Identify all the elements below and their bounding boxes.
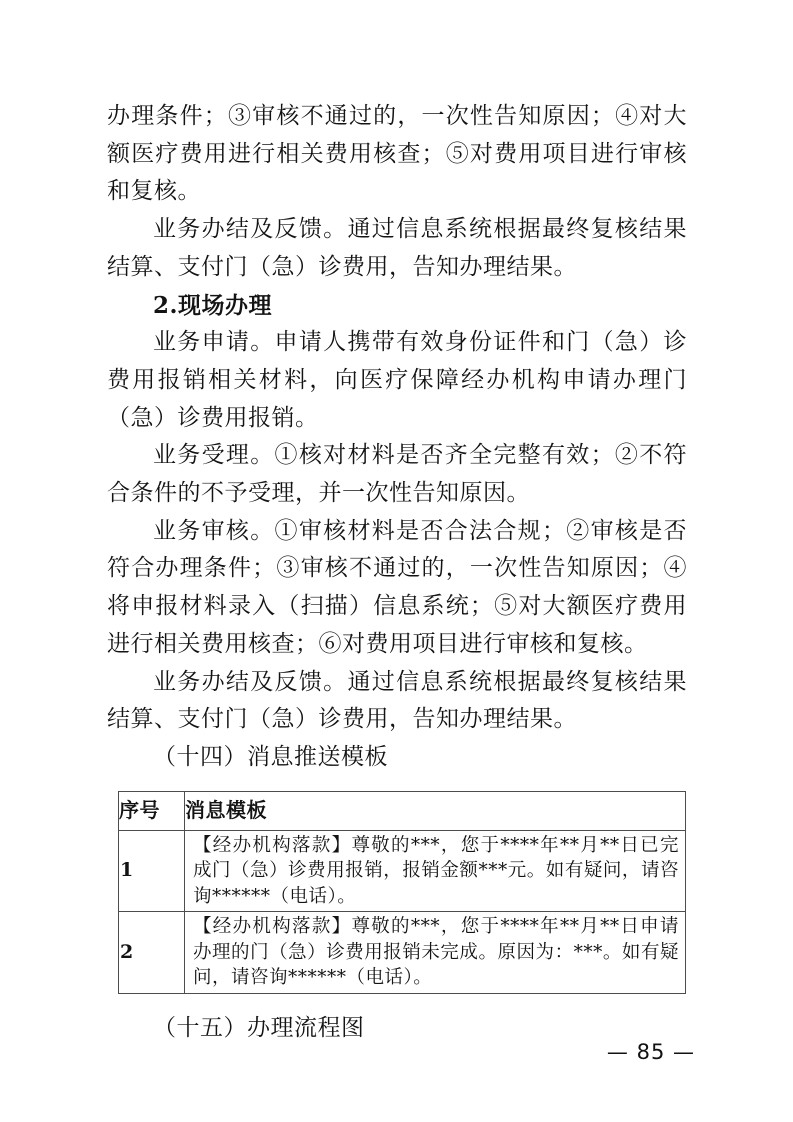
message-template-cell: 【经办机构落款】尊敬的***，您于****年**月**日申请办理的门（急）诊费用报销未完成。原因为：***。如有疑问，请咨询******（电话）。 bbox=[185, 912, 686, 994]
heading-section-15: （十五）办理流程图 bbox=[153, 1014, 365, 1041]
page-content bbox=[107, 98, 687, 1047]
paragraph-business-completion-2: 业务办结及反馈。通过信息系统根据最终复核结果结算、支付门（急）诊费用，告知办理结果。 bbox=[107, 668, 687, 733]
table-row bbox=[119, 912, 686, 994]
message-template-cell: 【经办机构落款】尊敬的***，您于****年**月**日已完成门（急）诊费用报销，报销金额***元。如有疑问，请咨询******（电话）。 bbox=[185, 830, 686, 912]
table-header-row bbox=[119, 791, 686, 830]
table-row bbox=[119, 830, 686, 912]
page-number: — 85 — bbox=[606, 1040, 695, 1064]
heading-onsite-processing: 2.现场办理 bbox=[153, 291, 273, 319]
paragraph-business-completion-1: 业务办结及反馈。通过信息系统根据最终复核结果结算、支付门（急）诊费用，告知办理结果。 bbox=[107, 216, 687, 280]
paragraph-business-acceptance: 业务受理。①核对材料是否齐全完整有效；②不符合条件的不予受理，并一次性告知原因。 bbox=[107, 442, 687, 507]
paragraph-continuation: 办理条件；③审核不通过的，一次性告知原因；④对大额医疗费用进行相关费用核查；⑤对费用项目进行审核和复核。 bbox=[107, 103, 687, 205]
row-number-cell: 1 bbox=[119, 830, 185, 912]
message-template-table bbox=[118, 791, 686, 994]
paragraph-business-application: 业务申请。申请人携带有效身份证件和门（急）诊费用报销相关材料，向医疗保障经办机构申请办理门（急）诊费用报销。 bbox=[107, 329, 687, 431]
table-header-number: 序号 bbox=[119, 791, 185, 830]
heading-section-14: （十四）消息推送模板 bbox=[153, 743, 388, 770]
table-header-template: 消息模板 bbox=[185, 791, 686, 830]
row-number-cell: 2 bbox=[119, 912, 185, 994]
paragraph-business-review: 业务审核。①审核材料是否合法合规；②审核是否符合办理条件；③审核不通过的，一次性告知原因；④将申报材料录入（扫描）信息系统；⑤对大额医疗费用进行相关费用核查；⑥对费用项目进行审核和复核。 bbox=[107, 517, 687, 657]
